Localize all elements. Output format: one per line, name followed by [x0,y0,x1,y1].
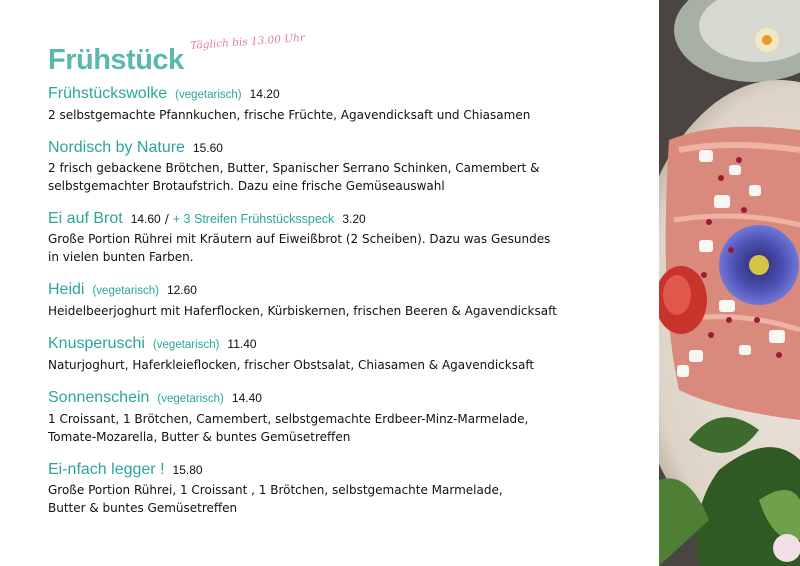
menu-item [48,280,648,320]
item-name: Sonnenschein [48,389,150,406]
item-tag: (vegetarisch) [152,339,220,351]
item-price: 14.40 [231,391,262,405]
item-name: Ei auf Brot [48,210,123,227]
item-description: Große Portion Rührei, 1 Croissant , 1 Brötchen, selbstgemachte Marmelade, Butter & buntes Gemüsetreffen [48,483,503,515]
page-title: Frühstück [48,44,184,76]
menu-item [48,84,648,124]
item-tag: (vegetarisch) [157,393,224,405]
menu-item [48,334,648,374]
item-price: 15.60 [192,141,223,155]
item-tag: (vegetarisch) [92,285,159,297]
price-separator: / [164,212,169,226]
menu-item [48,460,648,517]
item-tag: (vegetarisch) [175,89,242,101]
item-description: Heidelbeerjoghurt mit Haferflocken, Kürbiskernen, frischen Beeren & Agavendicksaft [48,304,557,318]
item-name: Knusperuschi [48,335,145,352]
menu-item [48,209,648,266]
item-name: Heidi [48,281,85,298]
item-name: Frühstückswolke [48,85,168,102]
item-description: 1 Croissant, 1 Brötchen, Camembert, selbstgemachte Erdbeer-Minz-Marmelade, Tomate-Mozarella, Butter & buntes Gemüsetreffen [48,412,529,444]
serving-hours: Täglich bis 13.00 Uhr [190,31,306,52]
menu-item [48,138,648,195]
item-name: Nordisch by Nature [48,139,185,156]
menu-item [48,388,648,446]
food-plate-photo [659,0,800,566]
item-description: 2 frisch gebackene Brötchen, Butter, Spanischer Serrano Schinken, Camembert & selbstgemachter Brotaufstrich. Dazu eine frische Gemüseauswahl [48,161,540,193]
item-price: 12.60 [166,283,197,297]
food-plate-illustration [659,0,800,566]
item-price: 14.20 [249,87,280,101]
item-description: Große Portion Rührei mit Kräutern auf Eiweißbrot (2 Scheiben). Dazu was Gesundes in vielen bunten Farben. [48,232,551,264]
item-price: 11.40 [227,337,257,351]
breakfast-menu [48,31,648,517]
menu-header [48,31,648,84]
item-extra-price: 3.20 [342,212,366,226]
item-price: 14.60 [130,212,161,226]
item-price: 15.80 [172,463,203,477]
item-name: Ei-nfach legger ! [48,461,165,478]
item-extra-option: + 3 Streifen Frühstücksspeck [172,212,335,226]
item-description: Naturjoghurt, Haferkleieflocken, frischer Obstsalat, Chiasamen & Agavendicksaft [48,358,535,372]
item-description: 2 selbstgemachte Pfannkuchen, frische Früchte, Agavendicksaft und Chiasamen [48,108,531,122]
